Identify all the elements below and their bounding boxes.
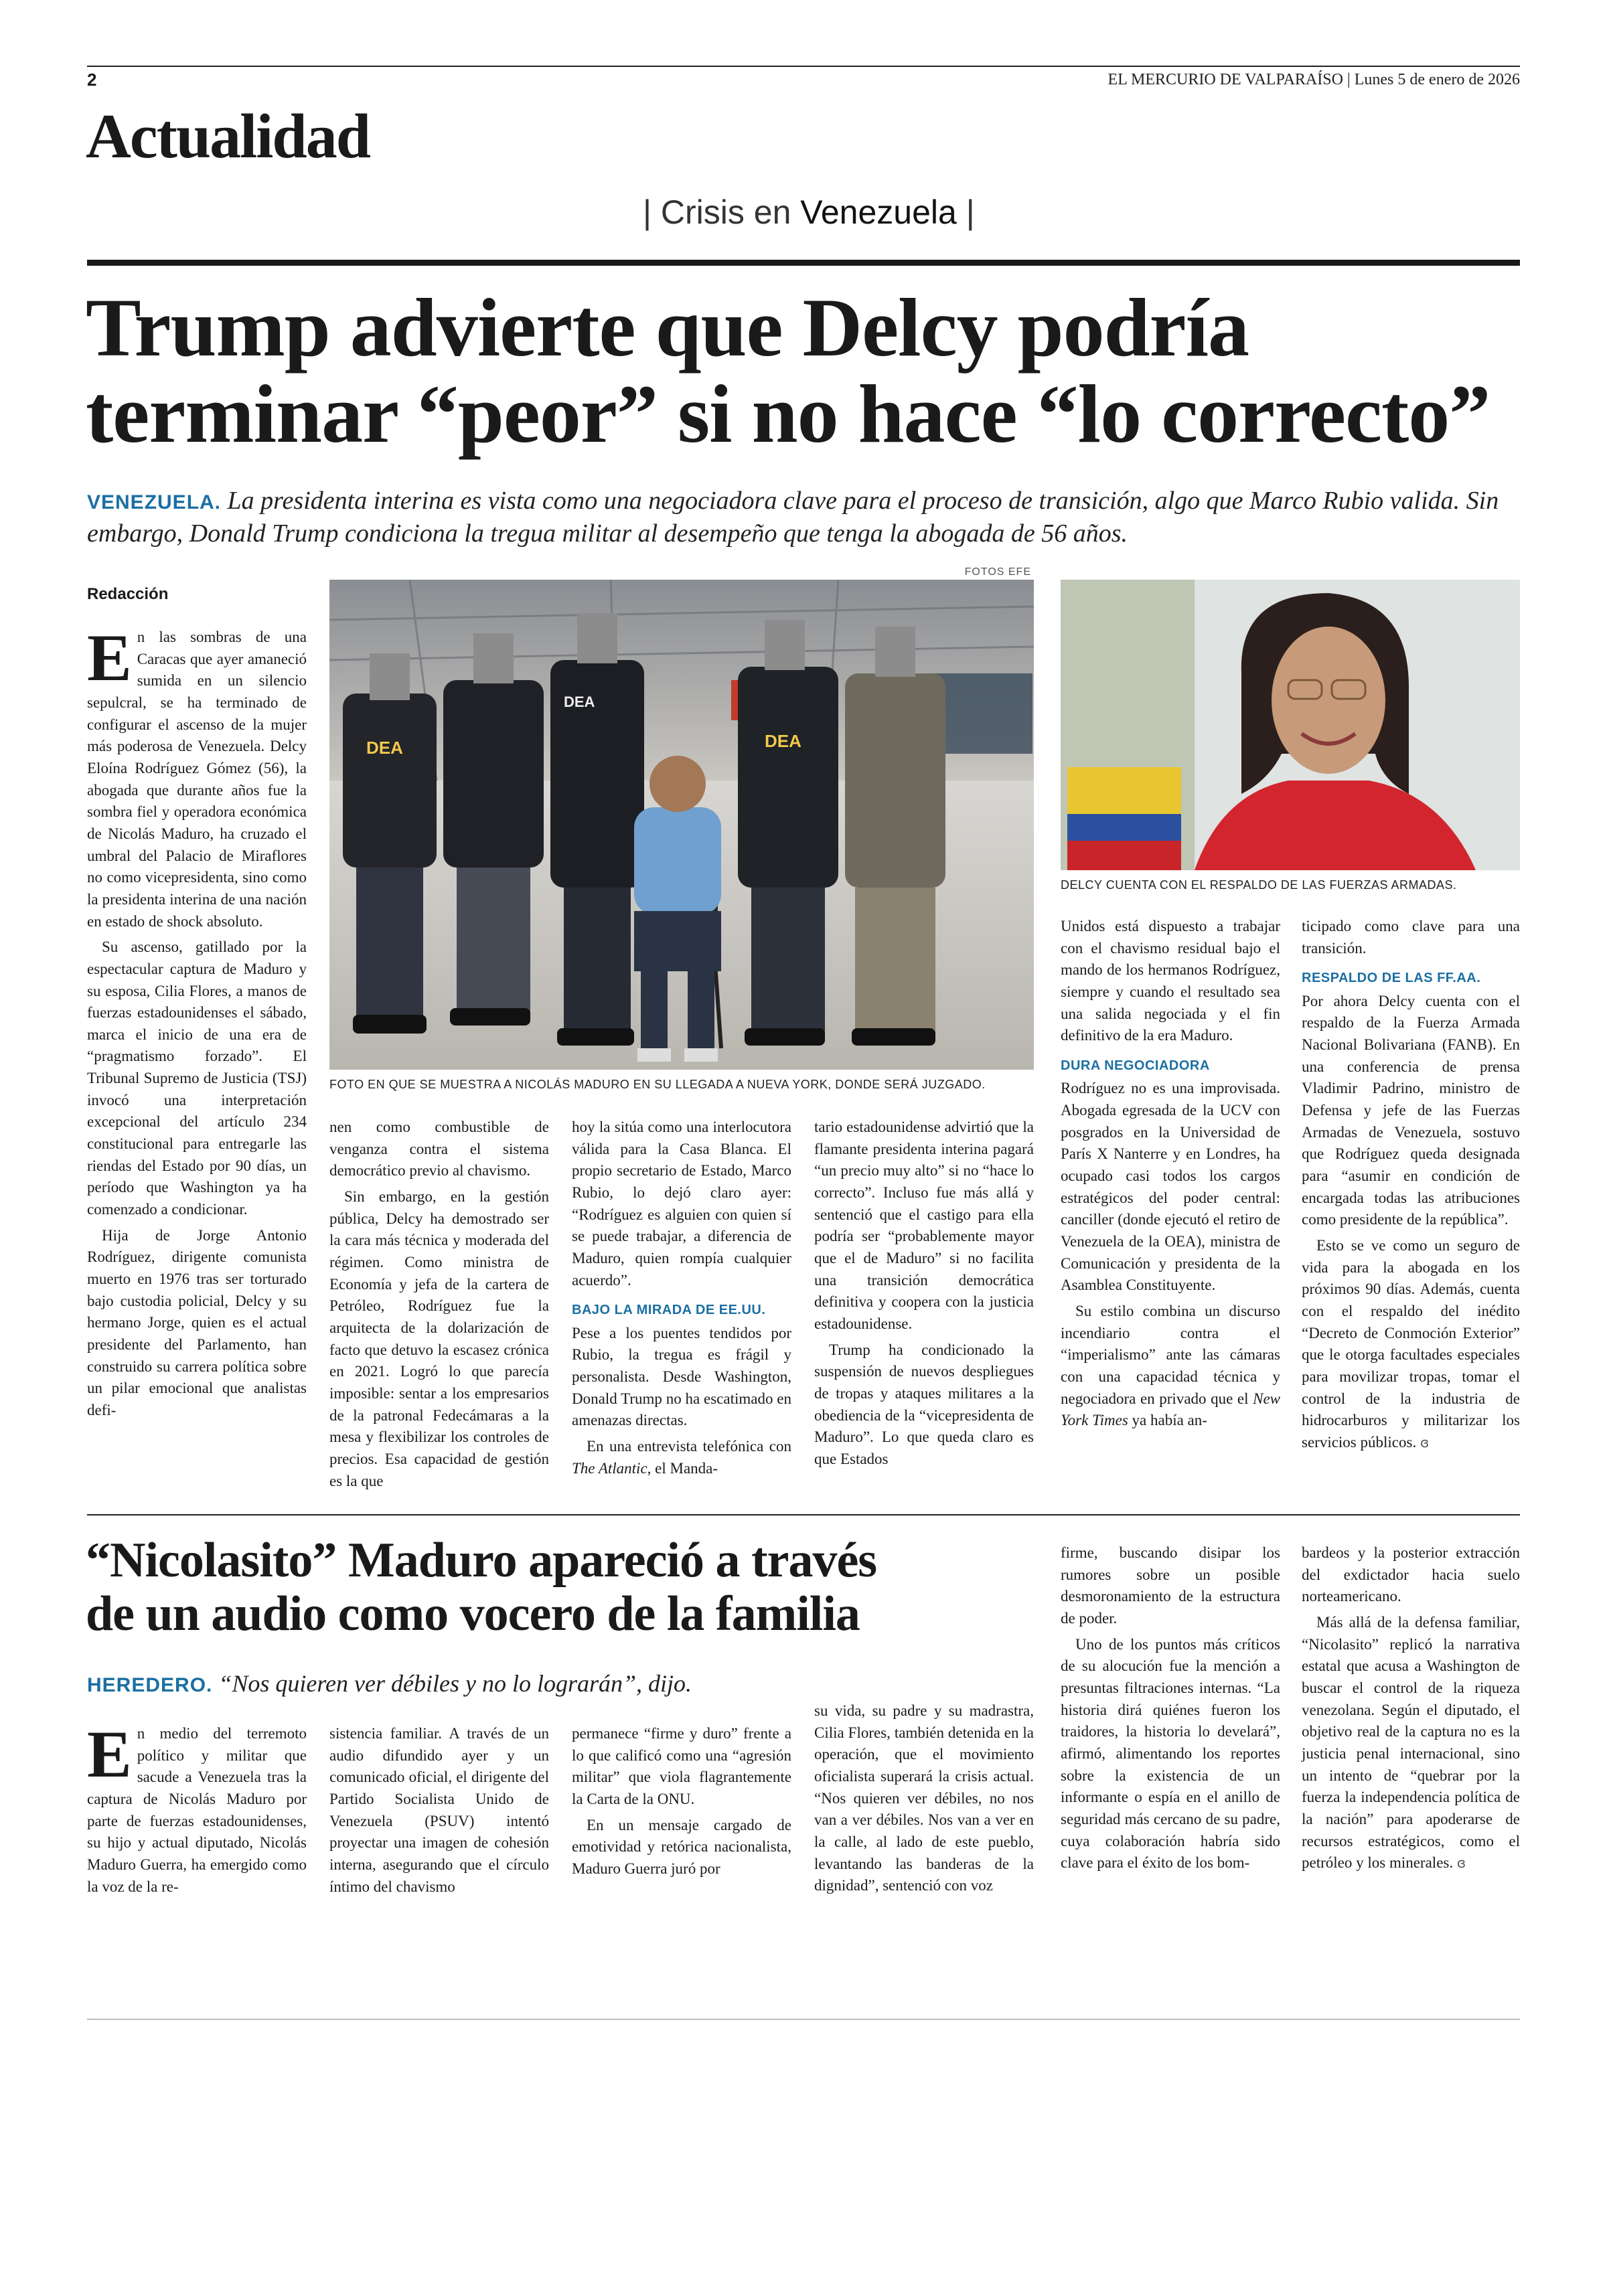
main-col-6 bbox=[1302, 916, 1520, 1457]
main-subhead-1: BAJO LA MIRADA DE EE.UU. bbox=[572, 1303, 766, 1318]
main-c3p3-b: , el Manda- bbox=[647, 1459, 718, 1477]
second-c5p2: Uno de los puntos más críticos de su alocución fue la mención a presuntas filtraciones internas. “La historia dirá quiénes fueron los traidores, la historia lo develará”, afirmó, alimentando los reportes sobre la existencia de un informante o espía en el anillo de seguridad más cercano de su padre, cuya colaboración habría sido clave para el éxito de los bom- bbox=[1061, 1635, 1280, 1872]
photo-delcy bbox=[1061, 580, 1520, 870]
main-col-5 bbox=[1061, 916, 1280, 1436]
photo-maduro-arrival bbox=[329, 580, 1034, 1070]
second-headline-line2: de un audio como vocero de la familia bbox=[86, 1586, 860, 1641]
second-headline bbox=[86, 1534, 1043, 1641]
main-subhead-3: RESPALDO DE LAS FF.AA. bbox=[1302, 971, 1481, 986]
page-number: 2 bbox=[87, 70, 97, 90]
main-c6p2: Por ahora Delcy cuenta con el respaldo de la Fuerza Armada Nacional Bolivariana (FANB). En una conferencia de prensa Vladimir Padrino, ministro de Defensa y jefe de las Fuerzas Armadas de Venezuela, sostuvo que Rodríguez queda designada para “asumir en condición de encargada todas las atribuciones como presidente de la república”. bbox=[1302, 992, 1520, 1228]
main-col-2 bbox=[329, 1117, 549, 1496]
main-headline bbox=[86, 282, 1525, 460]
main-headline-line2: terminar “peor” si no hace “lo correcto” bbox=[86, 367, 1490, 460]
main-c3p2: Pese a los puentes tendidos por Rubio, la tregua es frágil y personalista. Desde Washington, Donald Trump no ha escatimado en amenazas directas. bbox=[572, 1324, 791, 1429]
second-col-2 bbox=[329, 1723, 549, 1902]
top-rule bbox=[87, 66, 1520, 67]
main-c1p2: Su ascenso, gatillado por la espectacular captura de Maduro y su esposa, Cilia Flores, a manos de fuerzas estadounidenses el sábado, marca el inicio de una era de “pragmatismo forzado”. El Tribunal Supremo de Justicia (TSJ) invocó una interpretación excepcional del artículo 234 constitucional para entregarle las riendas del Estado por 90 días, un período que Washington ya ha comenzado a condicionar. bbox=[87, 938, 307, 1218]
main-col-1 bbox=[87, 621, 307, 1426]
main-col-4 bbox=[814, 1117, 1034, 1475]
main-c2p2: Sin embargo, en la gestión pública, Delcy ha demostrado ser la cara más técnica y moderada del régimen. Como ministra de Economía y jefa de la cartera de Petróleo, Rodríguez fue la arquitecta de la dolarización de facto que detuvo la escasez crónica en 2021. Logró lo que parecía imposible: sentar a los empresarios de la patronal Fedecámaras a la mesa y flexibilizar los controles de precios. Esa capacidad de gestión es la que bbox=[329, 1187, 549, 1489]
second-col-5 bbox=[1061, 1542, 1280, 1878]
topic-label: | Crisis en Venezuela | bbox=[643, 193, 975, 231]
second-c2p1: sistencia familiar. A través de un audio difundido ayer y un comunicado oficial, el dirigente del Partido Socialista Unido de Venezuela (PSUV) intentó proyectar una imagen de cohesión interna, asegurando que el círculo íntimo del chavismo bbox=[329, 1725, 549, 1895]
dea-label-2: DEA bbox=[564, 693, 595, 710]
section-title: Actualidad bbox=[86, 102, 370, 171]
photo-maduro-arrival-illustration bbox=[329, 580, 1034, 1070]
main-col-3 bbox=[572, 1117, 791, 1483]
photo2-caption: DELCY CUENTA CON EL RESPALDO DE LAS FUERZAS ARMADAS. bbox=[1061, 878, 1457, 892]
the-atlantic: The Atlantic bbox=[572, 1459, 647, 1477]
main-deck-text: La presidenta interina es vista como una negociadora clave para el proceso de transición, algo que Marco Rubio valida. Sin embargo, Donald Trump condiciona la tregua militar al desempeño que tenga la abogada de 56 años. bbox=[87, 487, 1499, 548]
topic-main: Venezuela bbox=[800, 193, 957, 231]
end-mark-icon: ɞ bbox=[1420, 1434, 1430, 1451]
second-col-4 bbox=[814, 1700, 1034, 1901]
second-deck-text: “Nos quieren ver débiles y no lo lograrán”, dijo. bbox=[218, 1670, 692, 1697]
main-headline-line1: Trump advierte que Delcy podría bbox=[86, 282, 1249, 374]
main-subhead-2: DURA NEGOCIADORA bbox=[1061, 1058, 1210, 1073]
photo-delcy-illustration bbox=[1061, 580, 1520, 870]
second-c5p1: firme, buscando disipar los rumores sobre un posible desmoronamiento de la estructura de poder. bbox=[1061, 1544, 1280, 1627]
main-c6p3 bbox=[1302, 1235, 1520, 1454]
main-c3p3 bbox=[572, 1436, 791, 1479]
second-col-3 bbox=[572, 1723, 791, 1884]
section-rule bbox=[87, 260, 1520, 266]
main-c5p3-a: Su estilo combina un discurso incendiario contra el “imperialismo” ante las cámaras con una capacidad técnica y negociadora en privado que el bbox=[1061, 1302, 1280, 1407]
main-c1p1: n las sombras de una Caracas que ayer amaneció sumida en un silencio sepulcral, se ha terminado de configurar el ascenso de la mujer más poderosa de Venezuela. Delcy Eloína Rodríguez Gómez (56), la abogada que durante años fue la sombra fiel y operadora económica de Nicolás Maduro, ha cruzado el umbral del Palacio de Miraflores no como vicepresidenta, sino como la presidenta interina de una nación en estado de shock absoluto. bbox=[87, 629, 307, 930]
main-c5p2: Rodríguez no es una improvisada. Abogada egresada de la UCV con posgrados en la Universidad de París X Nanterre y en Londres, ha ocupado casi todos los cargos estratégicos del poder central: canciller (donde ejecutó el retiro de Venezuela de la OEA), ministra de Comunicación y presidenta de la Asamblea Constituyente. bbox=[1061, 1080, 1280, 1294]
photo-credit: FOTOS EFE bbox=[964, 566, 1031, 578]
second-dropcap: E bbox=[87, 1717, 132, 1791]
main-c3p3-a: En una entrevista telefónica con bbox=[587, 1437, 791, 1455]
dea-label-3: DEA bbox=[765, 731, 801, 751]
second-col-6 bbox=[1302, 1542, 1520, 1878]
main-c4p1: tario estadounidense advirtió que la flamante presidenta interina pagará “un precio muy alto” si no “hace lo correcto”. Incluso fue más allá y sentenció que el castigo para ella podría ser “probablemente mayor que el de Maduro” si no facilita una transición democrática definitiva y coopera con la justicia estadounidense. bbox=[814, 1119, 1034, 1332]
main-c6p1: ticipado como clave para una transición. bbox=[1302, 918, 1520, 957]
second-c1p1: n medio del terremoto político y militar que sacude a Venezuela tras la captura de Nicolás Maduro por parte de fuerzas estadounidenses, su hijo y actual diputado, Nicolás Maduro Guerra, ha emergido como la voz de la re- bbox=[87, 1725, 307, 1895]
main-c1p3: Hija de Jorge Antonio Rodríguez, dirigente comunista muerto en 1976 tras ser torturado bajo custodia policial, Delcy y su hermano Jorge, quien es el actual presidente del Parlamento, han construido su carrera política sobre un pilar emocional que analistas defi- bbox=[87, 1226, 307, 1418]
second-headline-line1: “Nicolasito” Maduro apareció a través bbox=[86, 1533, 877, 1588]
end-mark-icon-2: ɞ bbox=[1456, 1855, 1466, 1872]
second-c6p2 bbox=[1302, 1612, 1520, 1874]
photo1-caption: FOTO EN QUE SE MUESTRA A NICOLÁS MADURO EN SU LLEGADA A NUEVA YORK, DONDE SERÁ JUZGADO. bbox=[329, 1078, 986, 1091]
second-c3p2: En un mensaje cargado de emotividad y retórica nacionalista, Maduro Guerra juró por bbox=[572, 1816, 791, 1877]
bottom-rule bbox=[87, 2019, 1520, 2020]
paper-dateline: EL MERCURIO DE VALPARAÍSO | Lunes 5 de enero de 2026 bbox=[1107, 71, 1520, 88]
main-c5p3 bbox=[1061, 1301, 1280, 1432]
second-kicker: HEREDERO. bbox=[87, 1674, 213, 1696]
second-c3p1: permanece “firme y duro” frente a lo que calificó como una “agresión militar” que viola flagrantemente la Carta de la ONU. bbox=[572, 1725, 791, 1807]
second-c4p1: su vida, su padre y su madrastra, Cilia Flores, también detenida en la operación, que el movimiento oficialista superará la crisis actual. “Nos quieren ver débiles, no nos van a ver débiles. Nos van a ver en la calle, al lado de este pueblo, levantando las banderas de la dignidad”, sentenció con voz bbox=[814, 1702, 1034, 1894]
second-col-1 bbox=[87, 1717, 307, 1902]
main-c2p1: nen como combustible de venganza contra el sistema democrático previo al chavismo. bbox=[329, 1119, 549, 1179]
main-c3p1: hoy la sitúa como una interlocutora válida para la Casa Blanca. El propio secretario de Estado, Marco Rubio, lo dejó claro ayer: “Rodríguez es alguien con quien sí se puede trabajar, a diferencia de Maduro, quien rompía cualquier acuerdo”. bbox=[572, 1119, 791, 1289]
topic-pre: Crisis en bbox=[660, 193, 791, 231]
dea-label: DEA bbox=[366, 738, 403, 758]
main-kicker: VENEZUELA. bbox=[87, 491, 222, 513]
byline: Redacción bbox=[87, 585, 169, 603]
second-deck bbox=[87, 1669, 1045, 1698]
main-c5p1: Unidos está dispuesto a trabajar con el chavismo residual bajo el mando de los hermanos Rodríguez, siempre y cuando el resultado sea una salida negociada y el fin definitivo de la era Maduro. bbox=[1061, 918, 1280, 1044]
story-divider bbox=[87, 1514, 1520, 1515]
main-c6p3-text: Esto se ve como un seguro de vida para la abogada en los próximos 90 días. Además, cuenta con el respaldo del inédito “Decreto de Conmoción Exterior” que le otorga facultades especiales para movilizar tropas, tomar el control de la industria de hidrocarburos y militarizar los servicios públicos. bbox=[1302, 1236, 1520, 1451]
main-c5p3-b: ya había an- bbox=[1128, 1412, 1207, 1429]
second-c6p1: bardeos y la posterior extracción del exdictador hacia suelo norteamericano. bbox=[1302, 1544, 1520, 1605]
nyt-name: New York Times bbox=[1061, 1390, 1280, 1429]
main-c4p2: Trump ha condicionado la suspensión de nuevos despliegues de tropas y ataques militares a la obediencia de la “vicepresidenta de Maduro”. Lo que queda claro es que Estados bbox=[814, 1341, 1034, 1467]
second-c6p2-text: Más allá de la defensa familiar, “Nicolasito” replicó la narrativa estatal que acusa a Washington de buscar el control de la riqueza venezolana. Según el diputado, el objetivo real de la captura no es la justicia penal internacional, sino un intento de “quebrar por la fuerza la independencia política de la nación” para apoderarse de recursos estratégicos, como el petróleo y los minerales. bbox=[1302, 1613, 1520, 1872]
main-dropcap: E bbox=[87, 621, 132, 695]
main-deck bbox=[87, 485, 1520, 551]
